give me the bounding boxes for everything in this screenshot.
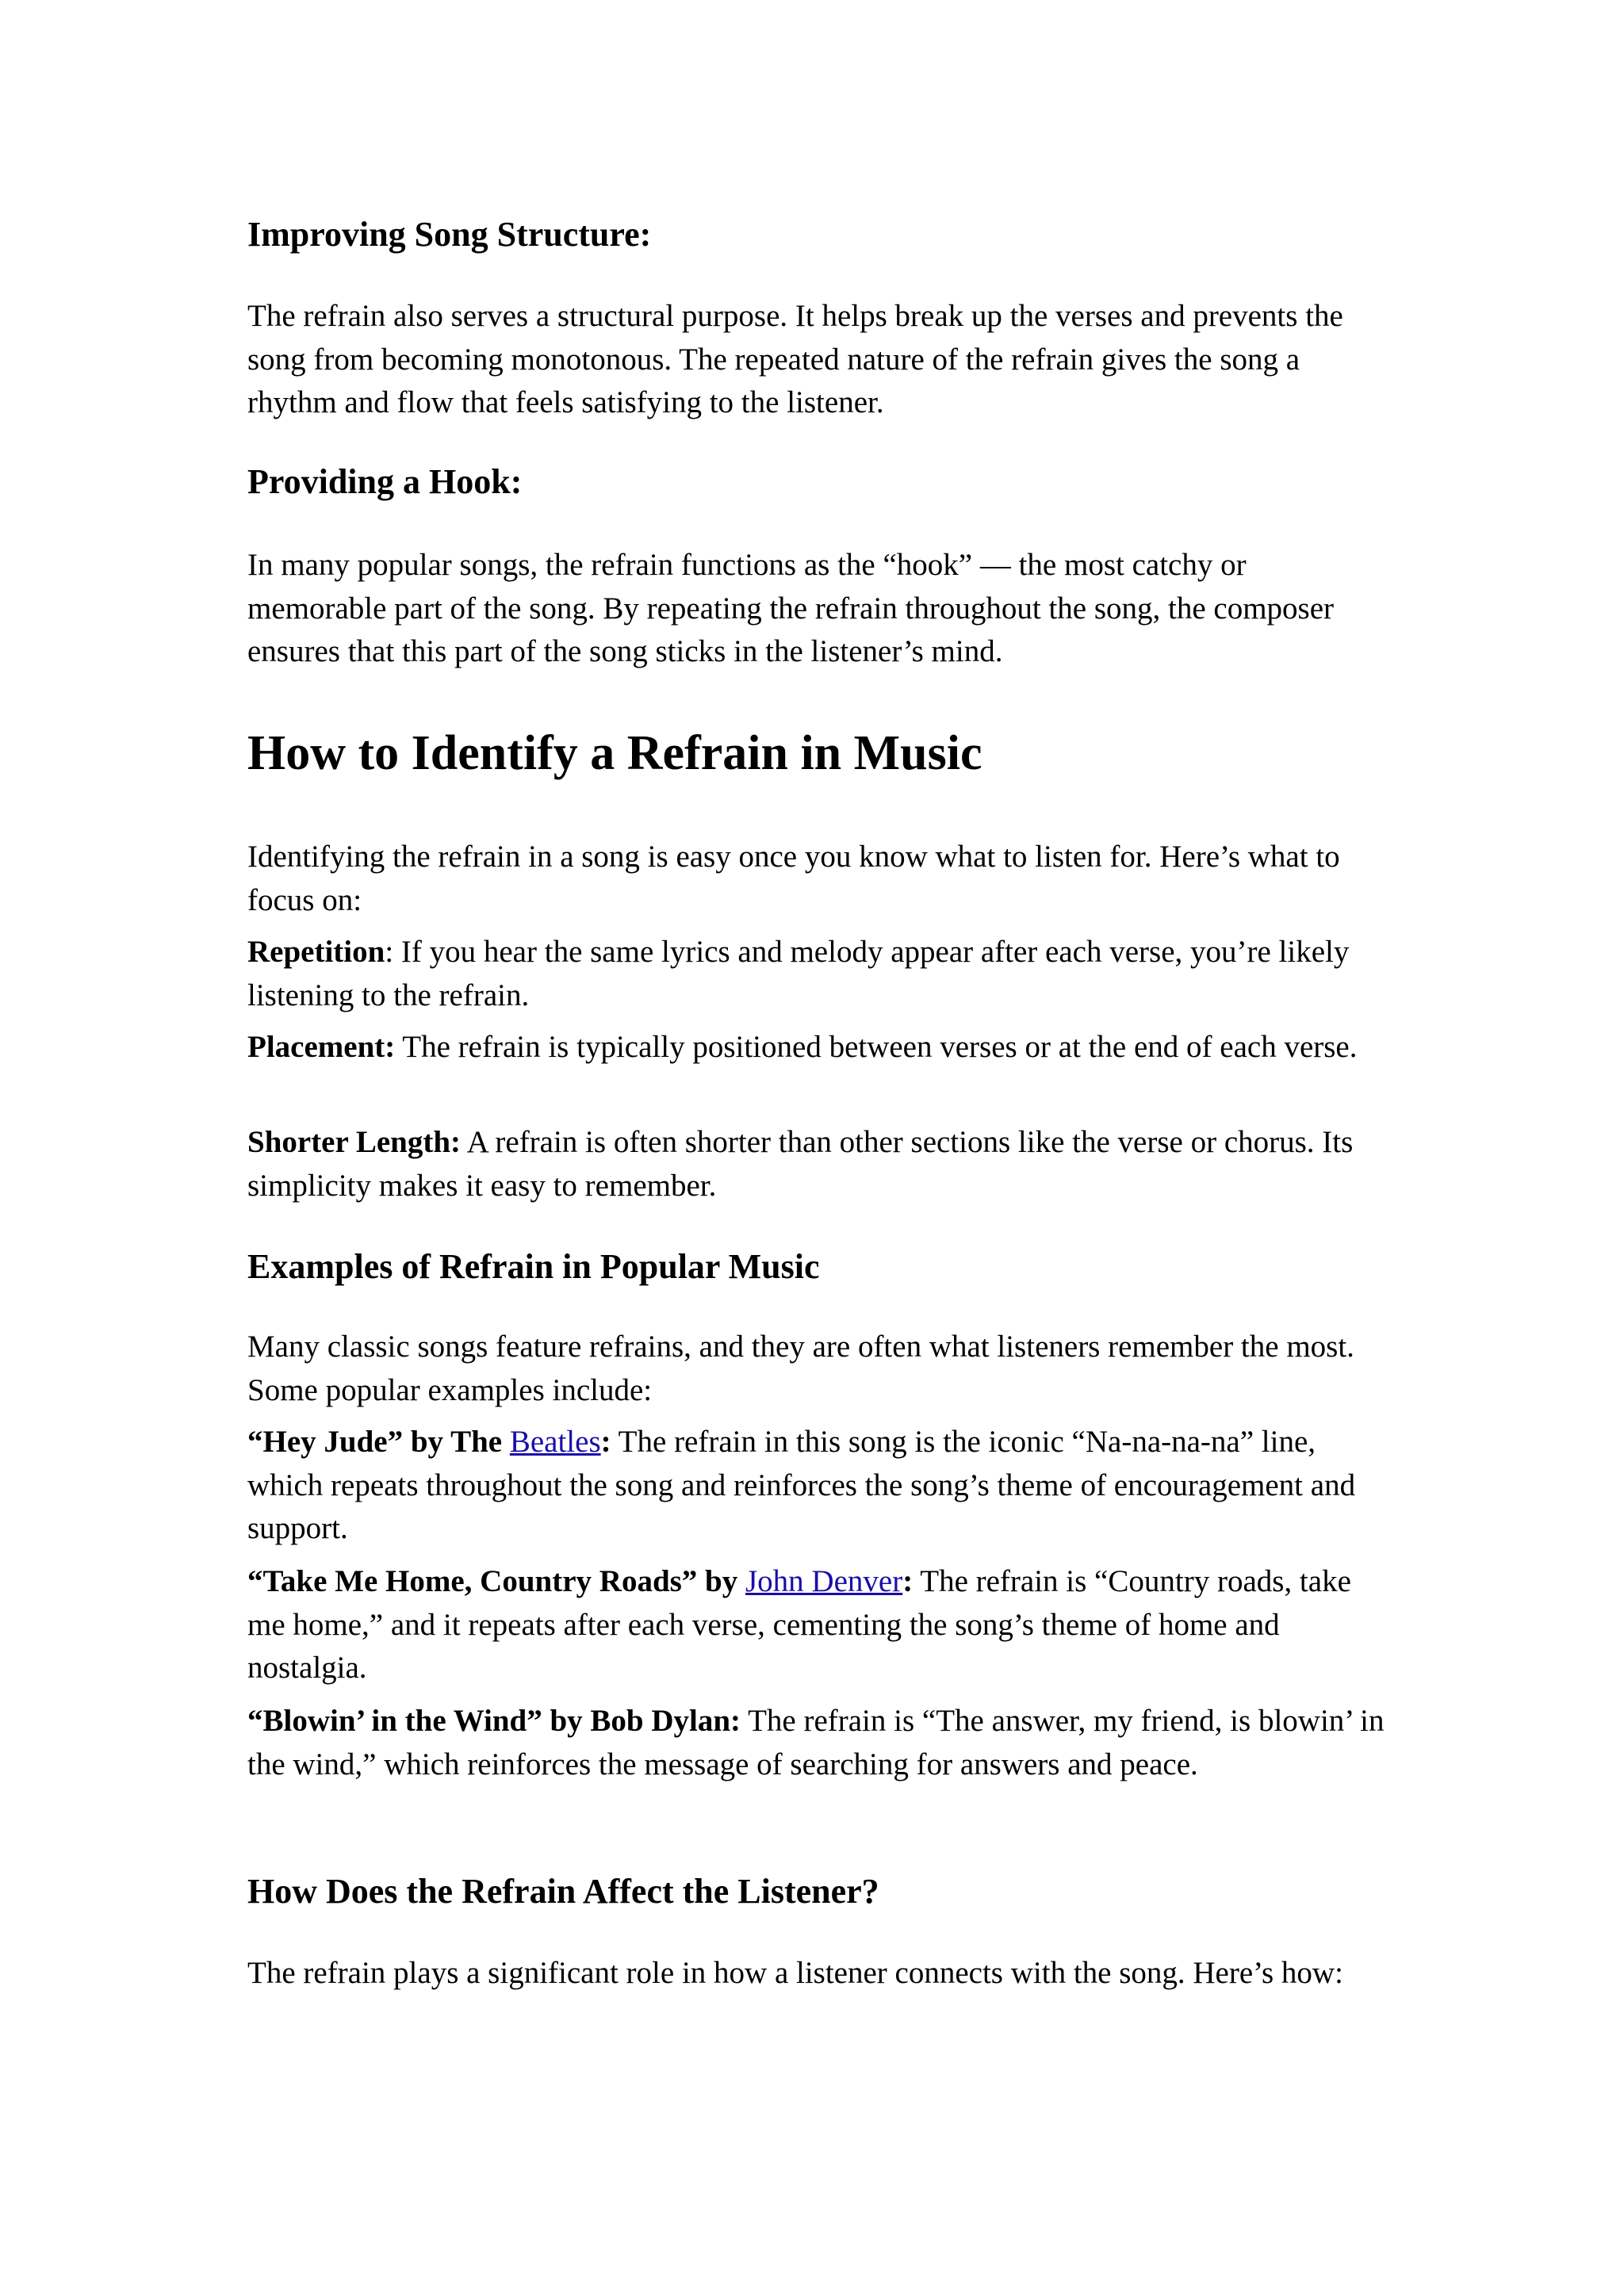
identify-item-term: Shorter Length: (247, 1125, 462, 1159)
listener-heading: How Does the Refrain Affect the Listener? (247, 1872, 879, 1911)
john-denver-link[interactable]: John Denver (745, 1564, 903, 1598)
identify-intro: Identifying the refrain in a song is easy once you know what to listen for. Here’s what to focus on: (247, 840, 1340, 917)
example-hey-jude (247, 1421, 1389, 1551)
example-term-colon: : (600, 1425, 611, 1459)
example-text: The refrain in this song is the iconic “Na-na-na-na” line, which repeats throughout the song and reinforces the song’s theme of encouragement and support. (247, 1425, 1356, 1545)
identify-item-repetition (247, 931, 1389, 1017)
identify-item-length (247, 1121, 1389, 1207)
identify-item-term: Repetition (247, 935, 385, 969)
example-term: “Take Me Home, Country Roads” by (247, 1564, 745, 1598)
hook-heading: Providing a Hook: (247, 462, 523, 501)
identify-heading: How to Identify a Refrain in Music (247, 726, 982, 780)
listener-paragraph: The refrain plays a significant role in how a listener connects with the song. Here’s how: (247, 1956, 1343, 1990)
identify-item-term: Placement: (247, 1030, 396, 1064)
example-term: “Blowin’ in the Wind” by Bob Dylan: (247, 1704, 741, 1738)
beatles-link[interactable]: Beatles (509, 1425, 601, 1459)
structure-paragraph: The refrain also serves a structural purpose. It helps break up the verses and prevents the song from becoming monotonous. The repeated nature of the refrain gives the song a rhythm and flow that feels satisfying to the listener. (247, 299, 1343, 419)
identify-item-text: A refrain is often shorter than other sections like the verse or chorus. Its simplicity makes it easy to remember. (247, 1125, 1354, 1203)
structure-heading: Improving Song Structure: (247, 215, 652, 254)
examples-intro: Many classic songs feature refrains, and they are often what listeners remember the most. Some popular examples include: (247, 1330, 1354, 1407)
hook-paragraph: In many popular songs, the refrain functions as the “hook” — the most catchy or memorable part of the song. By repeating the refrain throughout the song, the composer ensures that this part of the song sticks in the listener’s mind. (247, 548, 1335, 668)
identify-item-placement (247, 1026, 1389, 1070)
identify-item-text: The refrain is typically positioned between verses or at the end of each verse. (395, 1030, 1358, 1064)
example-text: The refrain is “Country roads, take me home,” and it repeats after each verse, cementing the song’s theme of home and nostalgia. (247, 1564, 1351, 1685)
example-term: “Hey Jude” by The (247, 1425, 510, 1459)
identify-item-text: : If you hear the same lyrics and melody appear after each verse, you’re likely listening to the refrain. (247, 935, 1350, 1012)
examples-heading: Examples of Refrain in Popular Music (247, 1247, 820, 1286)
example-text: The refrain is “The answer, my friend, is blowin’ in the wind,” which reinforces the message of searching for answers and peace. (247, 1704, 1385, 1781)
example-term-colon: : (902, 1564, 914, 1598)
example-country-roads (247, 1560, 1389, 1690)
example-blowin-in-the-wind (247, 1700, 1389, 1786)
